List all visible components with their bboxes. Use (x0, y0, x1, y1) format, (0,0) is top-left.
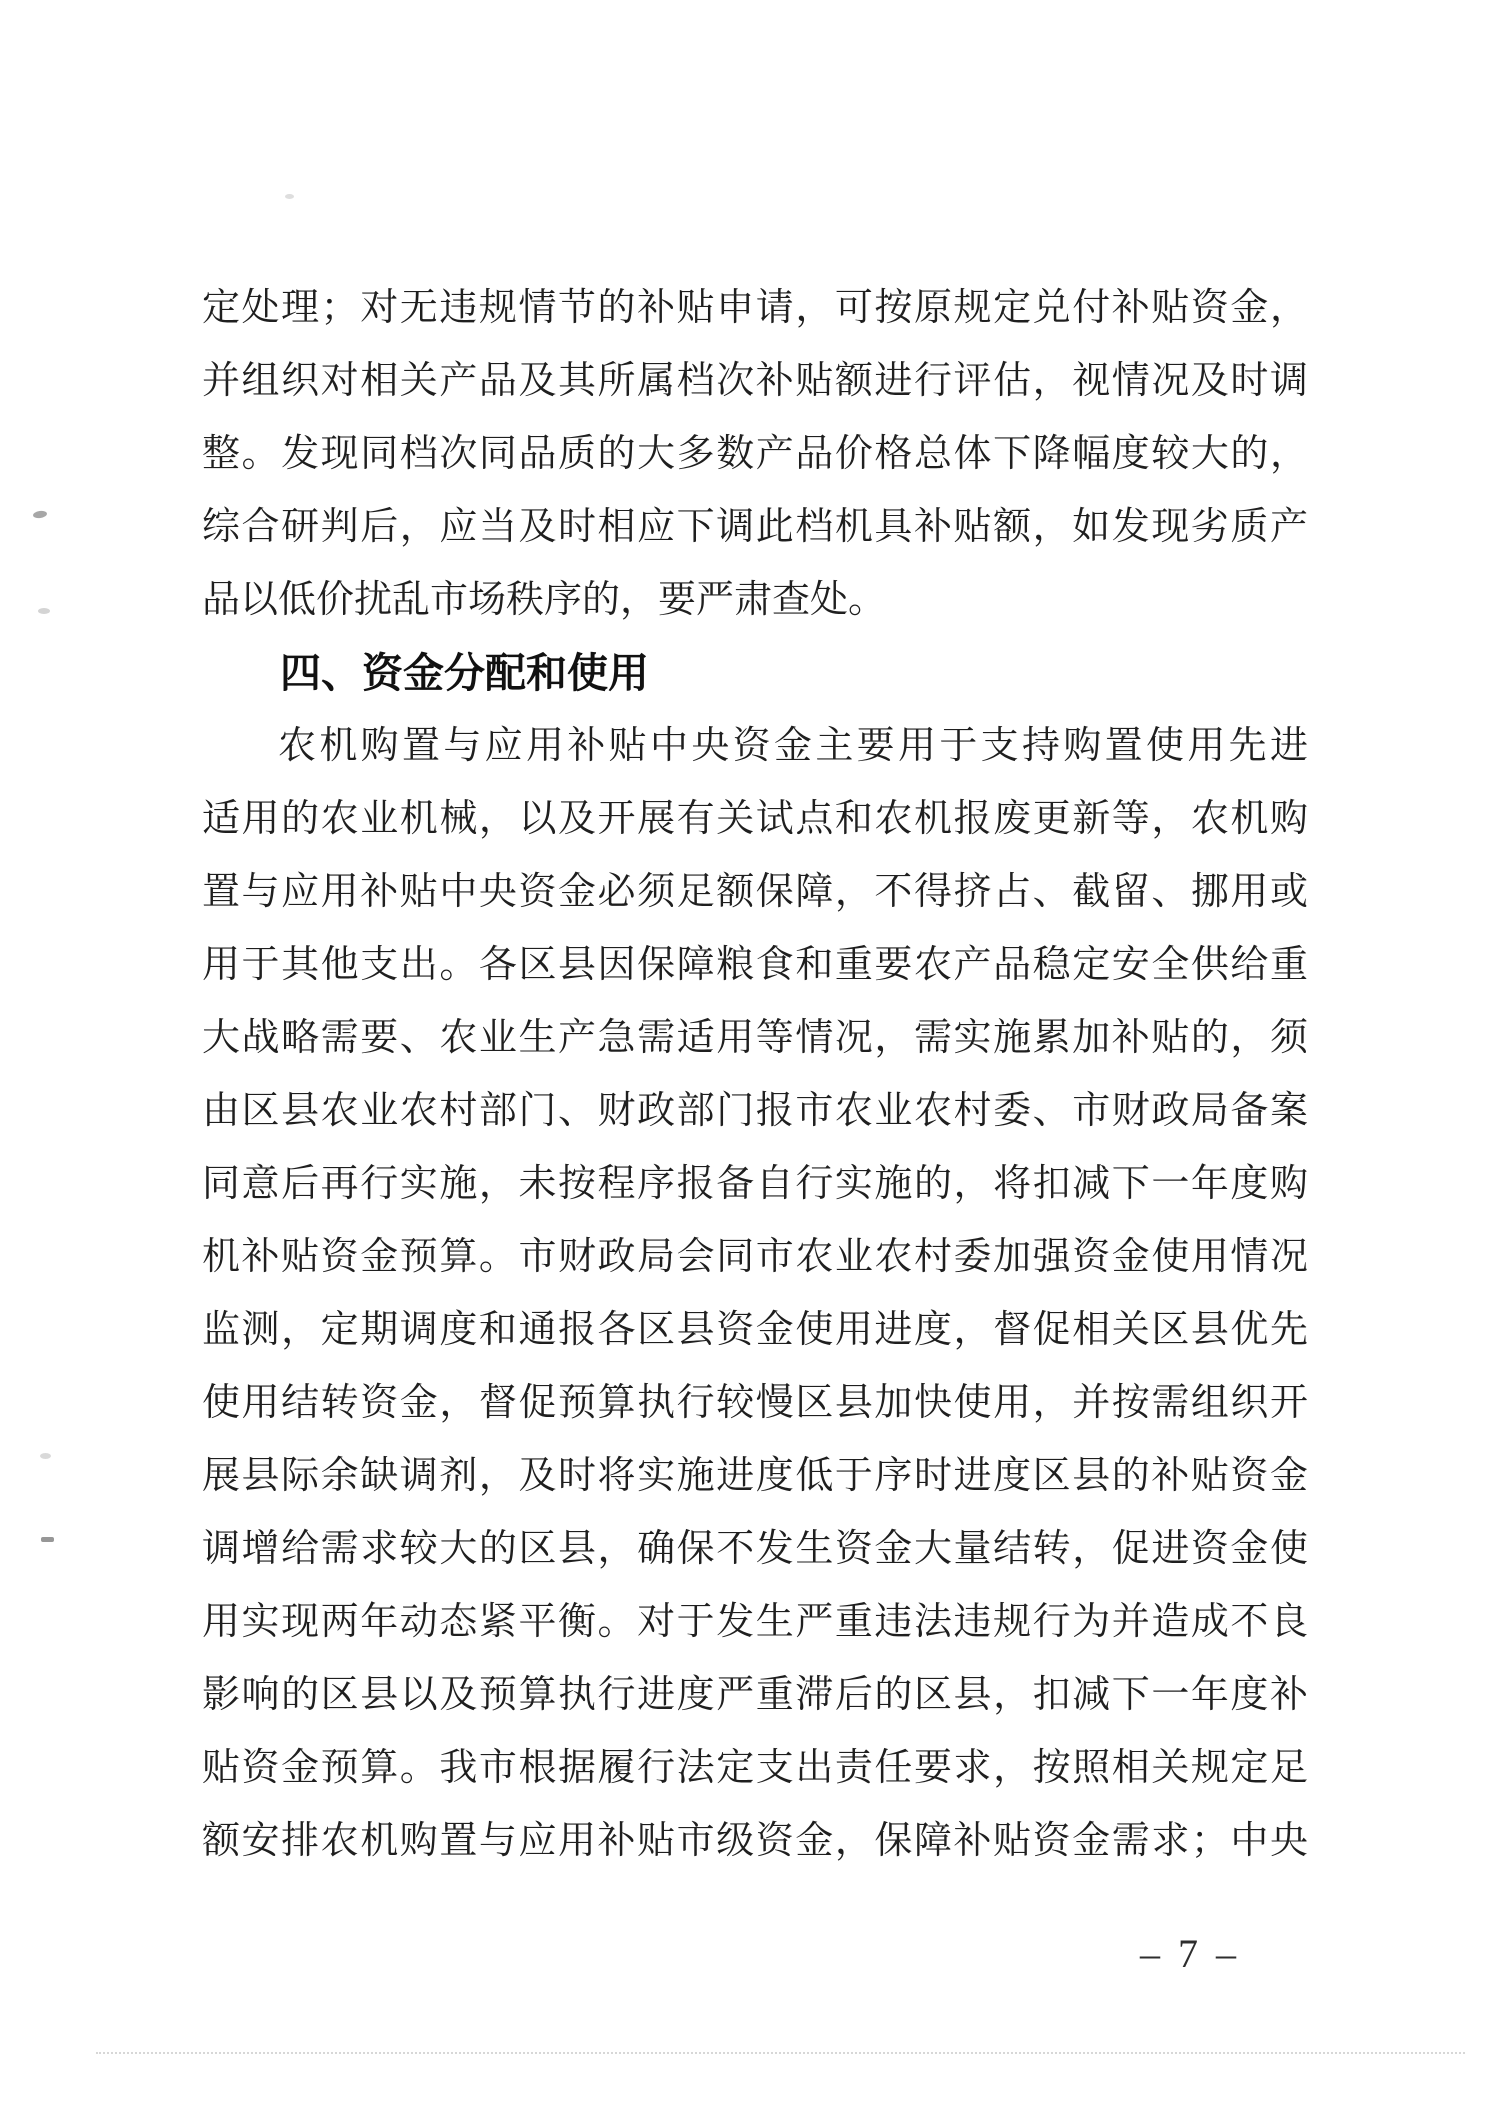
text-line: 贴资金预算。我市根据履行法定支出责任要求，按照相关规定足 (202, 1747, 1308, 1789)
text-line: 影响的区县以及预算执行进度严重滞后的区县，扣减下一年度补 (202, 1674, 1308, 1716)
text-line: 定处理；对无违规情节的补贴申请，可按原规定兑付补贴资金， (202, 287, 1308, 329)
text-line: 额安排农机购置与应用补贴市级资金，保障补贴资金需求；中央 (202, 1820, 1308, 1862)
text-line: 整。发现同档次同品质的大多数产品价格总体下降幅度较大的， (202, 433, 1308, 475)
scan-artifact-line (96, 2052, 1465, 2054)
text-line: 同意后再行实施，未按程序报备自行实施的，将扣减下一年度购 (202, 1163, 1308, 1205)
text-line: 展县际余缺调剂，及时将实施进度低于序时进度区县的补贴资金 (202, 1455, 1308, 1497)
text-line: 置与应用补贴中央资金必须足额保障，不得挤占、截留、挪用或 (202, 871, 1308, 913)
scan-speckle (41, 1537, 54, 1542)
scan-speckle (33, 510, 48, 519)
text-line: 用于其他支出。各区县因保障粮食和重要农产品稳定安全供给重 (202, 944, 1308, 986)
text-line: 品以低价扰乱市场秩序的，要严肃查处。 (202, 579, 887, 621)
text-line: 用实现两年动态紧平衡。对于发生严重违法违规行为并造成不良 (202, 1601, 1308, 1643)
scan-speckle (285, 194, 294, 199)
text-line: 使用结转资金，督促预算执行较慢区县加快使用，并按需组织开 (202, 1382, 1308, 1424)
text-line: 监测，定期调度和通报各区县资金使用进度，督促相关区县优先 (202, 1309, 1308, 1351)
document-body (202, 272, 1308, 1878)
text-line: 由区县农业农村部门、财政部门报市农业农村委、市财政局备案 (202, 1090, 1308, 1132)
text-line: 适用的农业机械，以及开展有关试点和农机报废更新等，农机购 (202, 798, 1308, 840)
scan-speckle (40, 1453, 51, 1459)
scan-speckle (38, 608, 50, 614)
text-line: 并组织对相关产品及其所属档次补贴额进行评估，视情况及时调 (202, 360, 1308, 402)
text-line: 调增给需求较大的区县，确保不发生资金大量结转，促进资金使 (202, 1528, 1308, 1570)
text-line: 综合研判后，应当及时相应下调此档机具补贴额，如发现劣质产 (202, 506, 1308, 548)
section-heading: 四、资金分配和使用 (280, 650, 649, 696)
page-number: – 7 – (1140, 1931, 1240, 1976)
text-line: 机补贴资金预算。市财政局会同市农业农村委加强资金使用情况 (202, 1236, 1308, 1278)
text-line: 农机购置与应用补贴中央资金主要用于支持购置使用先进 (278, 725, 1308, 767)
text-line: 大战略需要、农业生产急需适用等情况，需实施累加补贴的，须 (202, 1017, 1308, 1059)
